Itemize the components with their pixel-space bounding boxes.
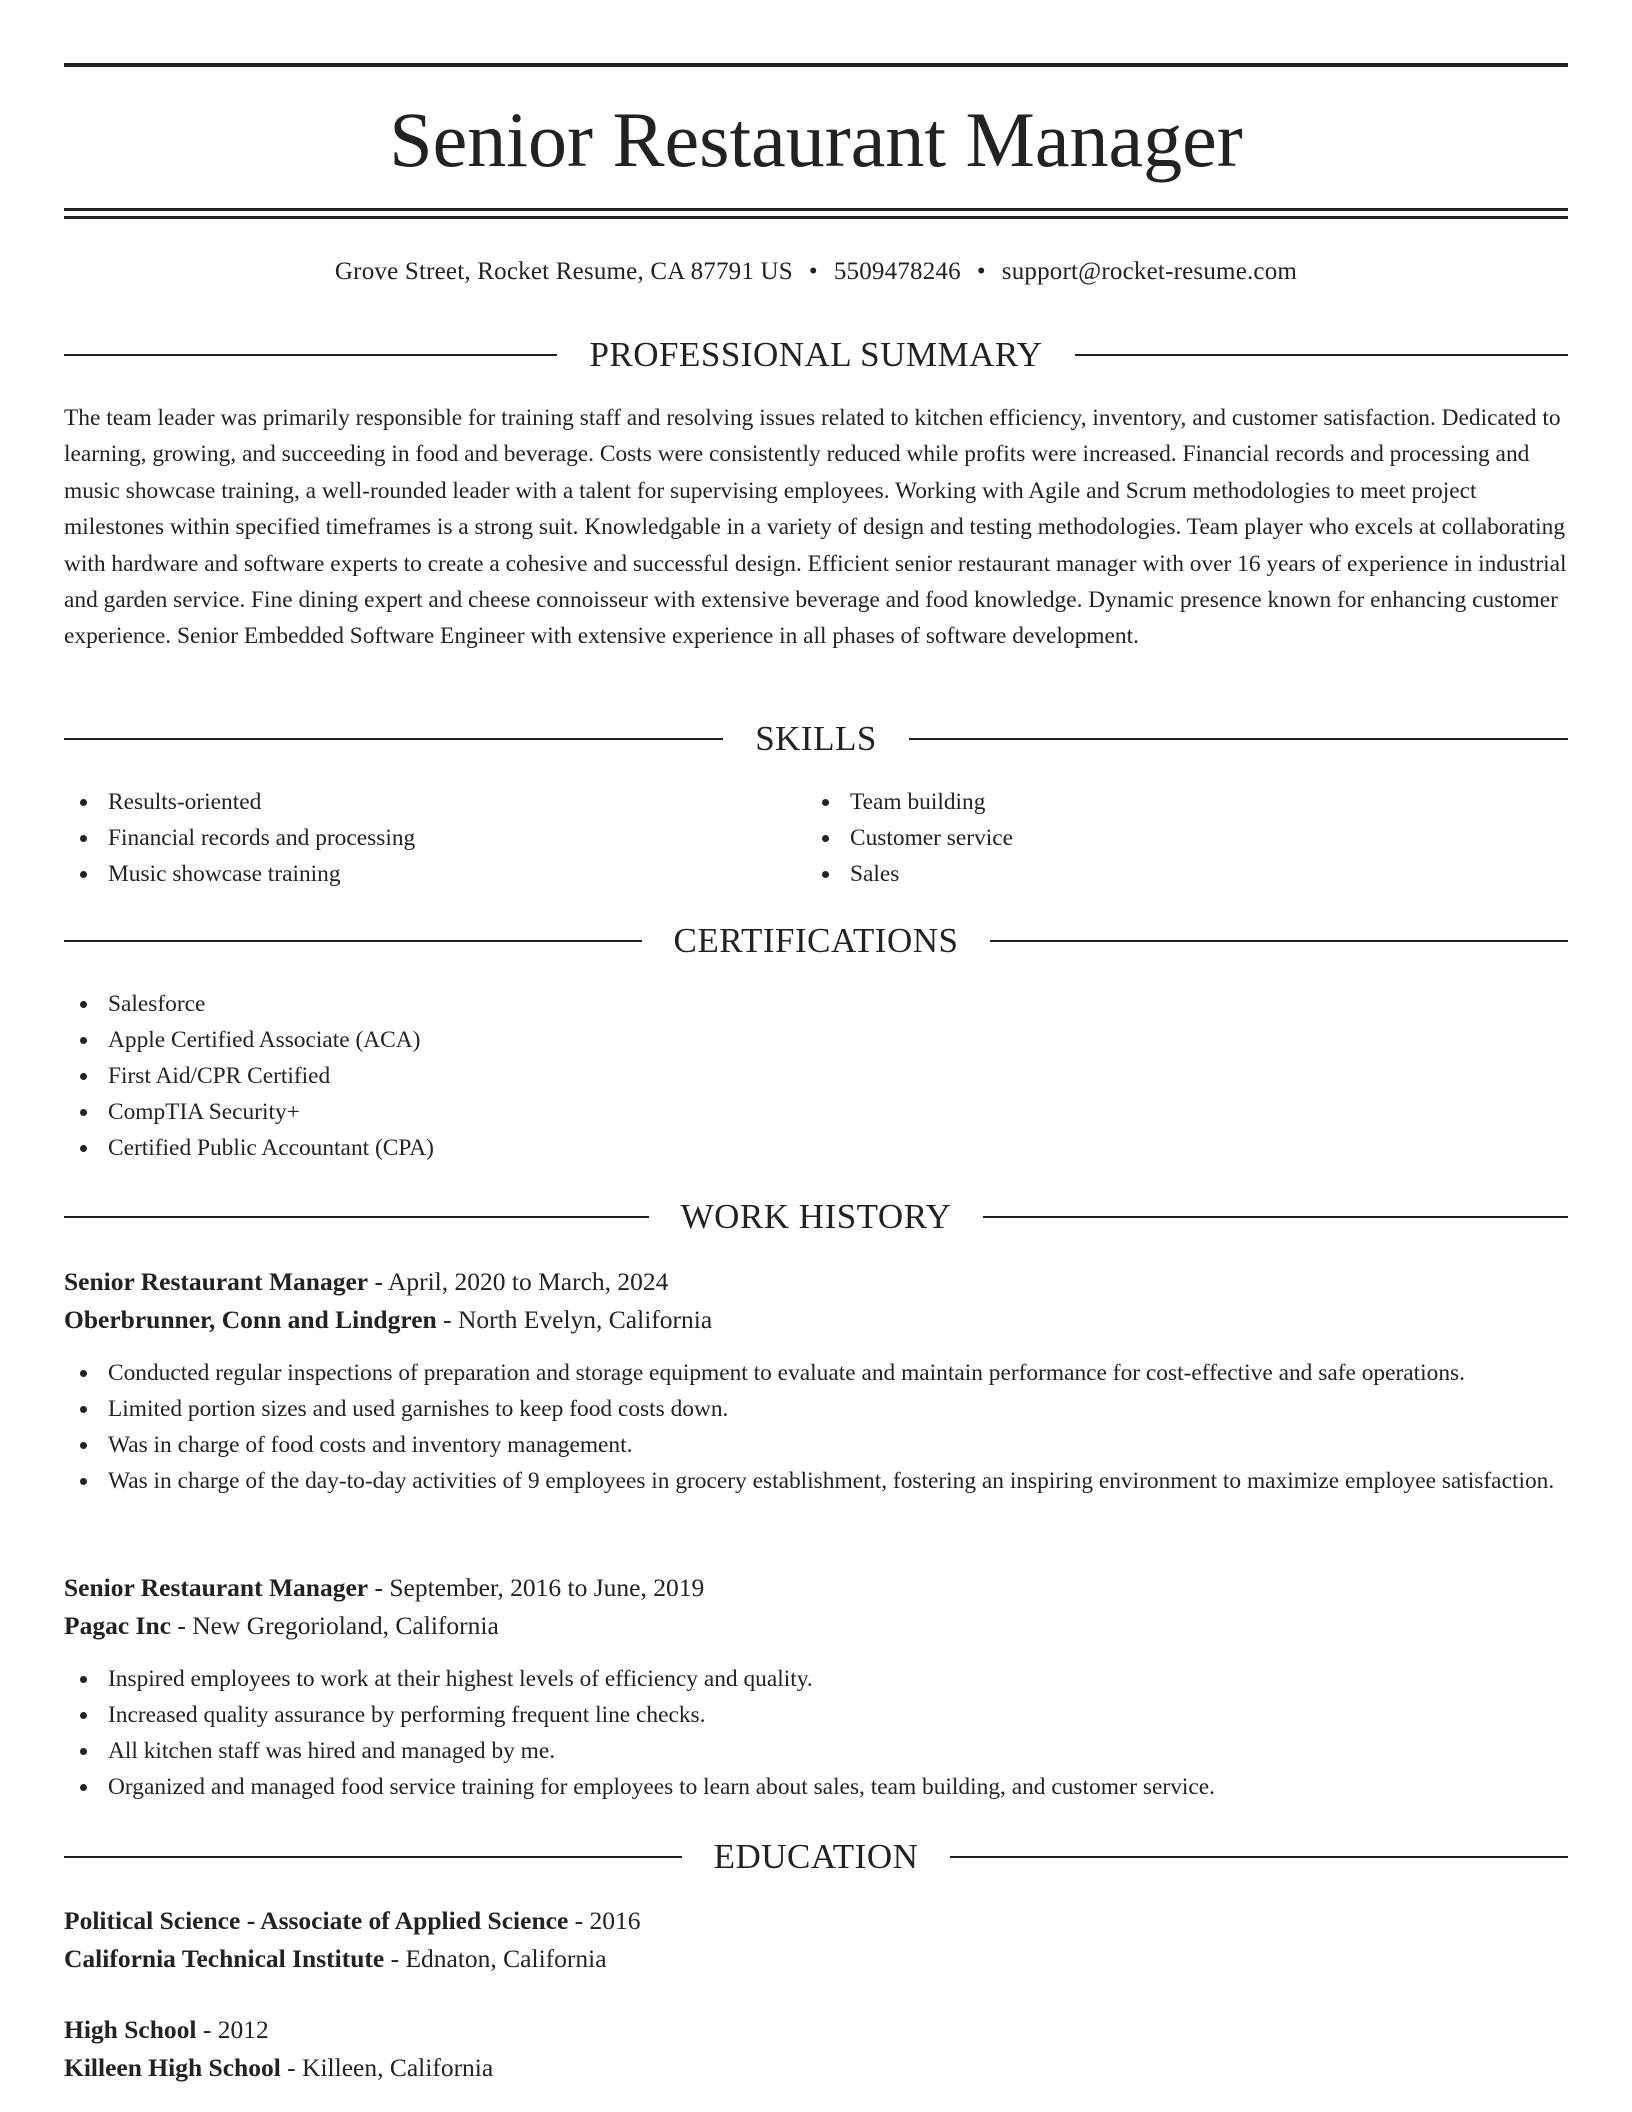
education-section-heading: [64, 1835, 1568, 1879]
education-school: Killeen High School: [64, 2053, 281, 2082]
job-title: Senior Restaurant Manager: [64, 1267, 369, 1296]
certification-item: Apple Certified Associate (ACA): [64, 1022, 1568, 1058]
education-heading-text: EDUCATION: [713, 1837, 919, 1876]
heading-rule-left: [64, 1856, 682, 1858]
job-location: - New Gregorioland, California: [170, 1611, 499, 1640]
education-year: - 2016: [568, 1906, 641, 1935]
top-rule: [64, 63, 1568, 67]
education-school-line: [64, 2049, 1568, 2087]
education-degree-line: [64, 2011, 1568, 2049]
contact-phone: 5509478246: [833, 258, 961, 285]
job-title: Senior Restaurant Manager: [64, 1573, 369, 1602]
job-bullet: Was in charge of the day-to-day activities of 9 employees in grocery establishment, fostering an inspiring environment to maximize employee satisfaction.: [64, 1463, 1568, 1499]
contact-email: support@rocket-resume.com: [1001, 258, 1298, 285]
education-school: California Technical Institute: [64, 1944, 385, 1973]
education-year: - 2012: [196, 2015, 269, 2044]
skills-list-left: [64, 784, 804, 892]
resume-name-heading: Senior Restaurant Manager: [389, 96, 1243, 183]
heading-rule-left: [64, 1216, 649, 1218]
job-dates: - April, 2020 to March, 2024: [368, 1267, 669, 1296]
heading-rule-right: [983, 1216, 1568, 1218]
job-company: Pagac Inc: [64, 1611, 171, 1640]
work-history-heading-text: WORK HISTORY: [680, 1197, 952, 1236]
education-degree: High School: [64, 2015, 197, 2044]
heading-rule-left: [64, 354, 557, 356]
job-title-line: [64, 1569, 1568, 1607]
summary-heading-text: PROFESSIONAL SUMMARY: [589, 335, 1043, 374]
contact-line: [64, 254, 1568, 290]
education-location: - Killeen, California: [280, 2053, 494, 2082]
job-bullet: Conducted regular inspections of preparation and storage equipment to evaluate and maintain performance for cost-effective and safe operations.: [64, 1355, 1568, 1391]
education-location: - Ednaton, California: [384, 1944, 607, 1973]
certification-item: First Aid/CPR Certified: [64, 1058, 1568, 1094]
skill-item: Music showcase training: [64, 856, 804, 892]
education-degree-line: [64, 1902, 1568, 1940]
skills-list-right: [806, 784, 1546, 892]
job-company-line: [64, 1301, 1568, 1339]
work-history-section-heading: [64, 1195, 1568, 1239]
certifications-heading-text: CERTIFICATIONS: [673, 921, 959, 960]
job-responsibilities-list: [64, 1661, 1568, 1805]
heading-rule-left: [64, 940, 642, 942]
certification-item: Salesforce: [64, 986, 1568, 1022]
job-bullet: Increased quality assurance by performing frequent line checks.: [64, 1697, 1568, 1733]
job-title-line: [64, 1263, 1568, 1301]
skills-section-heading: [64, 717, 1568, 761]
contact-address: Grove Street, Rocket Resume, CA 87791 US: [334, 258, 793, 285]
education-school-line: [64, 1940, 1568, 1978]
certification-item: CompTIA Security+: [64, 1094, 1568, 1130]
skill-item: Sales: [806, 856, 1546, 892]
header-double-rule-lower: [64, 216, 1568, 219]
job-bullet: All kitchen staff was hired and managed by me.: [64, 1733, 1568, 1769]
heading-rule-right: [909, 738, 1568, 740]
job-bullet: Organized and managed food service training for employees to learn about sales, team building, and customer service.: [64, 1769, 1568, 1805]
skill-item: Team building: [806, 784, 1546, 820]
heading-rule-right: [950, 1856, 1568, 1858]
job-bullet: Inspired employees to work at their highest levels of efficiency and quality.: [64, 1661, 1568, 1697]
heading-rule-left: [64, 738, 723, 740]
summary-section-heading: [64, 333, 1568, 377]
contact-separator: •: [976, 258, 986, 285]
job-company: Oberbrunner, Conn and Lindgren: [64, 1305, 437, 1334]
summary-paragraph: The team leader was primarily responsible for training staff and resolving issues related to kitchen efficiency, inventory, and customer satisfaction. Dedicated to learning, growing, and succeeding in food and beverage. Costs were consistently reduced while profits were increased. Financial records and processing and music showcase training, a well-rounded leader with a talent for supervising employees. Working with Agile and Scrum methodologies to meet project milestones within specified timeframes is a strong suit. Knowledgable in a variety of design and testing methodologies. Team player who excels at collaborating with hardware and software experts to create a cohesive and successful design. Efficient senior restaurant manager with over 16 years of experience in industrial and garden service. Fine dining expert and cheese connoisseur with extensive beverage and food knowledge. Dynamic presence known for enhancing customer experience. Senior Embedded Software Engineer with extensive experience in all phases of software development.: [64, 405, 1567, 650]
education-degree: Political Science - Associate of Applied Science: [64, 1906, 569, 1935]
header-double-rule-upper: [64, 208, 1568, 211]
skill-item: Customer service: [806, 820, 1546, 856]
job-company-line: [64, 1607, 1568, 1645]
job-location: - North Evelyn, California: [436, 1305, 713, 1334]
certifications-section-heading: [64, 919, 1568, 963]
job-responsibilities-list: [64, 1355, 1568, 1499]
job-bullet: Was in charge of food costs and inventory management.: [64, 1427, 1568, 1463]
skill-item: Financial records and processing: [64, 820, 804, 856]
job-dates: - September, 2016 to June, 2019: [368, 1573, 705, 1602]
certification-item: Certified Public Accountant (CPA): [64, 1130, 1568, 1166]
skill-item: Results-oriented: [64, 784, 804, 820]
skills-heading-text: SKILLS: [755, 719, 877, 758]
certifications-list: [64, 986, 1568, 1166]
contact-separator: •: [808, 258, 818, 285]
heading-rule-right: [1075, 354, 1568, 356]
heading-rule-right: [990, 940, 1568, 942]
job-bullet: Limited portion sizes and used garnishes to keep food costs down.: [64, 1391, 1568, 1427]
